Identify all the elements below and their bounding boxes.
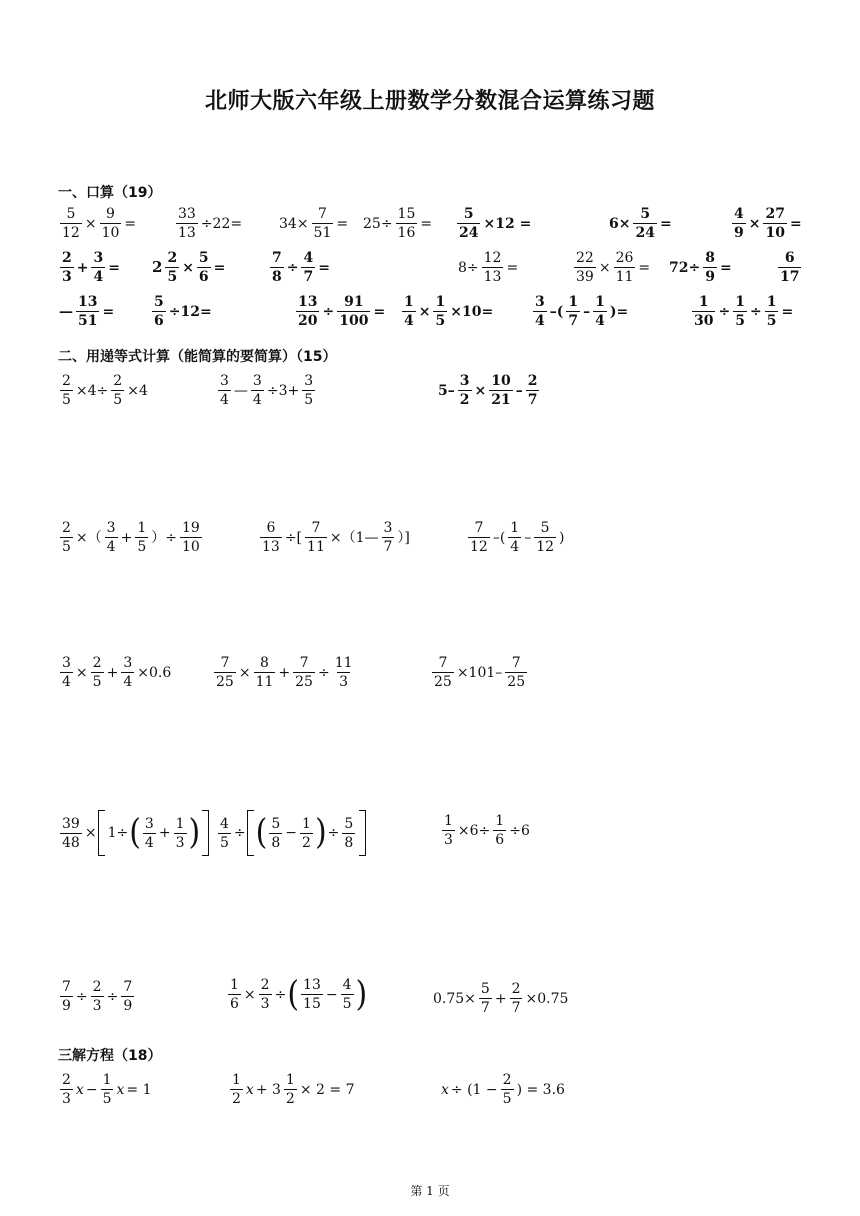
fraction: $\frac{5}{12}$ [62,206,80,241]
fraction: $\frac{1}{6}$ [495,813,505,848]
fraction: $\frac{5}{24}$ [635,206,655,241]
problem-3-1: $\frac{3}{4}$ — $\frac{3}{4}$ ÷3+ $\frac{3}{5}$ [220,373,314,408]
fraction: $\frac{1}{7}$ [568,294,579,329]
fraction: $\frac{3}{4}$ [220,373,229,408]
fraction: $\frac{1}{2}$ [302,815,311,851]
section-heading-equations: 三解方程（18） [58,1048,162,1064]
fraction: $\frac{7}{25}$ [295,655,313,690]
problem-2-5: $\frac{1}{30}$ ÷ $\frac{1}{5}$ ÷ $\frac{1}{5}$ = [694,294,794,329]
problem-0-2: 34× $\frac{7}{51}$ = [279,206,349,241]
fraction: $\frac{3}{2}$ [459,373,470,408]
fraction: $\frac{1}{2}$ [285,1072,295,1107]
page-footer: 第 1 页 [410,1184,450,1198]
problem-3-0: $\frac{2}{5}$ ×4÷ $\frac{2}{5}$ ×4 [62,373,148,408]
fraction: $\frac{33}{13}$ [178,206,196,241]
fraction: $\frac{13}{51}$ [78,294,98,329]
problem-0-3: 25÷ $\frac{15}{16}$ = [363,206,433,241]
fraction: $\frac{3}{4}$ [144,815,154,851]
problem-1-2: $\frac{7}{8}$ ÷ $\frac{4}{7}$ = [272,250,330,285]
fraction: $\frac{2}{3}$ [92,979,102,1014]
problem-0-4: $\frac{5}{24}$ ×12 = [459,206,532,241]
problem-row5-3: 0.75× $\frac{5}{7}$ + $\frac{2}{7}$ ×0.75 [433,981,569,1016]
fraction: $\frac{4}{5}$ [342,977,352,1012]
problem-bracket-1: $\frac{39}{48}$ × 1÷ ( $\frac{3}{4}$ + $\frac{1}{3}$ ) [58,810,209,856]
fraction: $\frac{3}{4}$ [123,655,133,690]
fraction: $\frac{2}{7}$ [511,981,521,1016]
fraction: $\frac{10}{21}$ [491,373,511,408]
fraction: $\frac{13}{20}$ [298,294,318,329]
problem-0-5: 6× $\frac{5}{24}$ = [609,206,672,241]
fraction: $\frac{1}{3}$ [175,815,185,851]
fraction: $\frac{12}{13}$ [483,250,502,285]
problem-2-0: — $\frac{13}{51}$ = [59,294,115,329]
problem-5-0: $\frac{3}{4}$ × $\frac{2}{5}$ + $\frac{3}{4}$ ×0.6 [62,655,172,690]
fraction: $\frac{13}{15}$ [303,977,321,1012]
fraction: $\frac{15}{16}$ [397,206,416,241]
fraction: $\frac{3}{5}$ [304,373,314,408]
fraction: $\frac{5}{6}$ [198,250,209,285]
fraction: $\frac{3}{7}$ [383,520,393,555]
problem-row5-2: $\frac{1}{6}$ × $\frac{2}{3}$ ÷ ( $\frac{13}{15}$ − $\frac{4}{5}$ ) [230,973,368,1015]
fraction: $\frac{1}{2}$ [232,1072,241,1107]
fraction: $\frac{1}{30}$ [694,294,714,329]
fraction: $\frac{2}{7}$ [527,373,538,408]
section-heading-oral: 一、口算（19） [58,185,162,201]
fraction: $\frac{1}{5}$ [137,520,147,555]
fraction: $\frac{27}{10}$ [765,206,785,241]
fraction: $\frac{3}{4}$ [106,520,116,555]
fraction: $\frac{5}{6}$ [154,294,164,329]
fraction: $\frac{2}{3}$ [260,977,270,1012]
fraction: $\frac{4}{5}$ [220,815,229,851]
problem-bracket-3: $\frac{1}{3}$ ×6÷ $\frac{1}{6}$ ÷6 [444,813,530,848]
problem-2-3: $\frac{1}{4}$ × $\frac{1}{5}$ ×10= [404,294,494,329]
fraction: $\frac{2}{5}$ [62,373,71,408]
fraction: $\frac{1}{5}$ [766,294,777,329]
fraction: $\frac{7}{25}$ [507,655,526,690]
fraction: $\frac{1}{4}$ [404,294,414,329]
problem-2-2: $\frac{13}{20}$ ÷ $\frac{91}{100}$ = [298,294,386,329]
fraction: $\frac{5}{7}$ [480,981,490,1016]
fraction: $\frac{2}{3}$ [62,250,72,285]
problem-bracket-2: $\frac{4}{5}$ ÷ ( $\frac{5}{8}$ − $\frac{1}{2}$ ) ÷ $\frac{5}{8}$ [216,810,366,856]
equation-2: $\frac{1}{2}$ x + 3 $\frac{1}{2}$ × 2 = 7 [232,1072,355,1107]
fraction: $\frac{3}{4}$ [62,655,71,690]
fraction: $\frac{1}{4}$ [510,520,520,555]
fraction: $\frac{2}{5}$ [62,520,71,555]
fraction: $\frac{26}{11}$ [615,250,634,285]
fraction: $\frac{6}{13}$ [262,520,280,555]
problem-4-0: $\frac{2}{5}$ ×（ $\frac{3}{4}$ + $\frac{1}{5}$ ）÷ $\frac{19}{10}$ [62,520,200,555]
page-title: 北师大版六年级上册数学分数混合运算练习题 [204,89,655,114]
fraction: $\frac{7}{9}$ [123,979,133,1014]
problem-3-2: 5– $\frac{3}{2}$ × $\frac{10}{21}$ – $\frac{2}{7}$ [438,373,538,408]
fraction: $\frac{8}{11}$ [255,655,274,690]
problem-1-5: 72÷ $\frac{8}{9}$ = [669,250,732,285]
problem-1-1: 2 $\frac{2}{5}$ × $\frac{5}{6}$ = [152,250,226,285]
problem-0-6: $\frac{4}{9}$ × $\frac{27}{10}$ = [734,206,802,241]
fraction: $\frac{9}{10}$ [101,206,120,241]
problem-0-0: $\frac{5}{12}$ × $\frac{9}{10}$ = [62,206,137,241]
fraction: $\frac{1}{4}$ [595,294,605,329]
fraction: $\frac{8}{9}$ [705,250,715,285]
fraction: $\frac{7}{12}$ [470,520,488,555]
fraction: $\frac{2}{5}$ [113,373,123,408]
section-heading-stepwise: 二、用递等式计算（能简算的要简算）（15） [58,349,337,365]
fraction: $\frac{7}{25}$ [216,655,234,690]
problem-2-4: $\frac{3}{4}$ –( $\frac{1}{7}$ – $\frac{1}{4}$ )= [535,294,629,329]
problem-4-1: $\frac{6}{13}$ ÷[ $\frac{7}{11}$ ×（1— $\frac{3}{7}$ ）] [262,520,410,555]
equation-1: $\frac{2}{3}$ x − $\frac{1}{5}$ x = 1 [62,1072,152,1107]
problem-0-1: $\frac{33}{13}$ ÷22= [178,206,243,241]
fraction: $\frac{7}{25}$ [434,655,452,690]
problem-5-1: $\frac{7}{25}$ × $\frac{8}{11}$ + $\frac{7}{25}$ ÷ $\frac{11}{3}$ [216,655,353,690]
problem-1-3: 8÷ $\frac{12}{13}$ = [458,250,519,285]
fraction: $\frac{1}{5}$ [735,294,745,329]
fraction: $\frac{11}{3}$ [334,655,353,690]
problem-5-2: $\frac{7}{25}$ ×101– $\frac{7}{25}$ [434,655,526,690]
fraction: $\frac{3}{4}$ [535,294,545,329]
problem-1-0: $\frac{2}{3}$ + $\frac{3}{4}$ = [62,250,120,285]
fraction: $\frac{5}{8}$ [271,815,281,851]
fraction: $\frac{5}{24}$ [459,206,479,241]
fraction: $\frac{1}{5}$ [102,1072,112,1107]
fraction: $\frac{2}{5}$ [502,1072,512,1107]
fraction: $\frac{19}{10}$ [181,520,200,555]
problem-1-6 [776,251,803,284]
equation-3: x ÷ (1 − $\frac{2}{5}$ ) = 3.6 [441,1072,565,1107]
fraction: $\frac{7}{51}$ [313,206,332,241]
fraction: $\frac{2}{3}$ [62,1072,71,1107]
fraction: $\frac{4}{7}$ [303,250,314,285]
fraction: $\frac{22}{39}$ [576,250,594,285]
fraction: $\frac{3}{4}$ [252,373,262,408]
problem-1-4: $\frac{22}{39}$ × $\frac{26}{11}$ = [576,250,651,285]
fraction: $\frac{1}{5}$ [435,294,446,329]
fraction: $\frac{7}{9}$ [62,979,71,1014]
problem-row5-1: $\frac{7}{9}$ ÷ $\frac{2}{3}$ ÷ $\frac{7}{9}$ [62,979,133,1014]
fraction: $\frac{91}{100}$ [339,294,369,329]
fraction: $\frac{5}{12}$ [536,520,555,555]
problem-2-1: $\frac{5}{6}$ ÷12= [154,294,212,329]
fraction: $\frac{4}{9}$ [734,206,744,241]
fraction: $\frac{7}{11}$ [307,520,325,555]
fraction: $\frac{3}{4}$ [93,250,104,285]
fraction: $\frac{2}{5}$ [92,655,102,690]
fraction: $\frac{39}{48}$ [62,815,80,851]
mixed-number: 2 $\frac{2}{5}$ [152,250,178,285]
problem-4-2: $\frac{7}{12}$ –( $\frac{1}{4}$ – $\frac{5}{12}$ ) [470,520,565,555]
fraction: $\frac{5}{8}$ [344,815,354,851]
fraction: $\frac{6}{17}$ [780,250,800,285]
fraction: $\frac{1}{6}$ [230,977,239,1012]
fraction: $\frac{7}{8}$ [272,250,282,285]
fraction: $\frac{1}{3}$ [444,813,453,848]
